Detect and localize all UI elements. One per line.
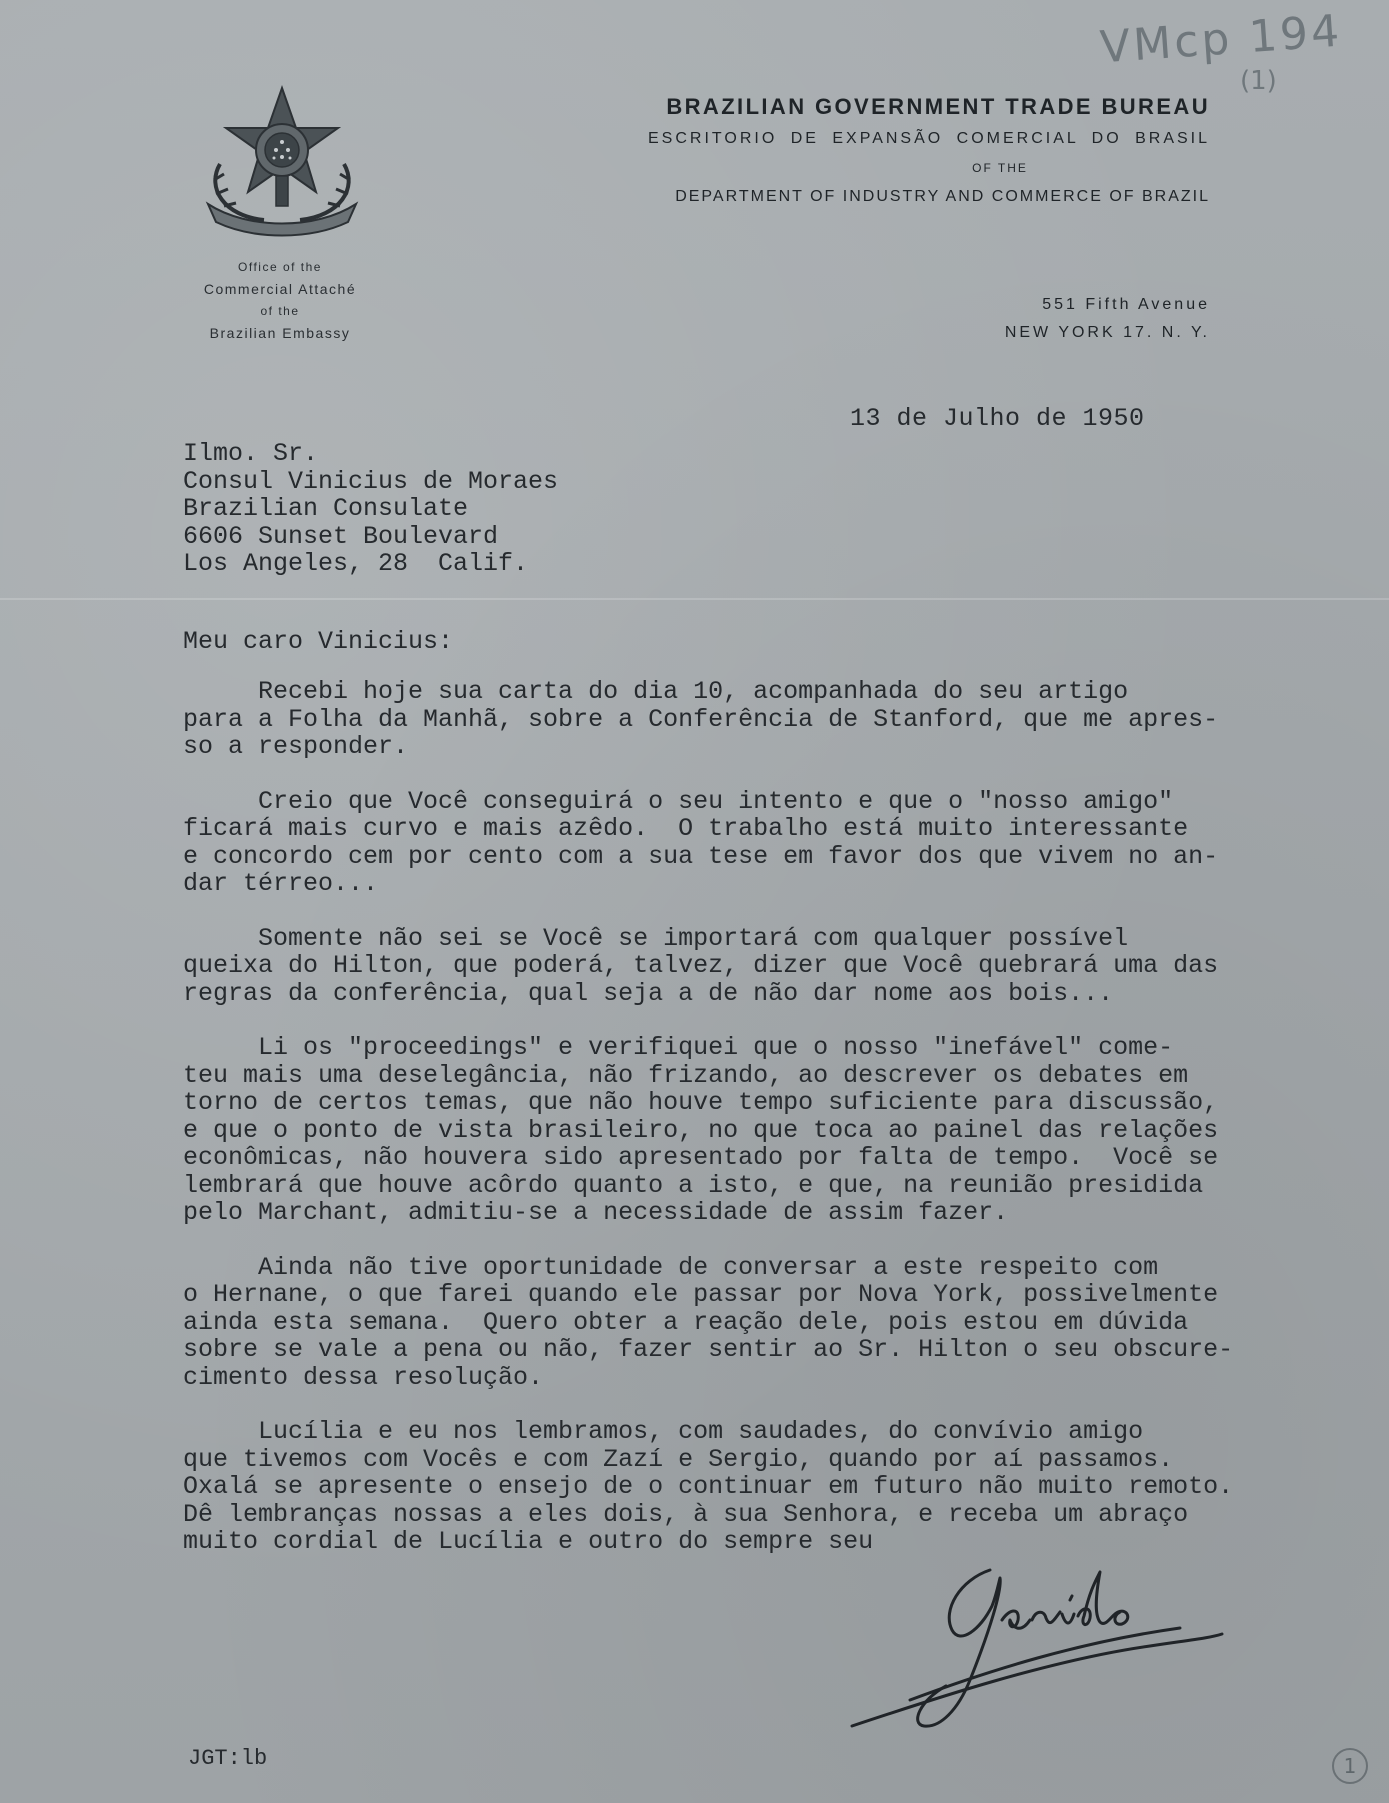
office-line-2: Commercial Attaché <box>203 281 357 297</box>
office-line-1: Office of the <box>238 260 322 274</box>
bureau-address <box>880 291 1210 347</box>
handwritten-signature <box>850 1550 1240 1740</box>
body-line: Oxalá se apresente o ensejo de o continuar em futuro não muito remoto. <box>183 1472 1234 1501</box>
office-line-4: Brazilian Embassy <box>209 325 351 341</box>
brazil-coat-of-arms-seal <box>198 84 366 240</box>
office-heading <box>140 256 420 344</box>
recipient-line: Brazilian Consulate <box>183 494 469 523</box>
page-number: 1 <box>1332 1748 1368 1784</box>
archive-mark-sub: (1) <box>1240 66 1277 96</box>
body-line: e concordo cem por cento com a sua tese em favor dos que vivem no an- <box>183 841 1219 871</box>
body-line: para a Folha da Manhã, sobre a Conferência de Stanford, que me apres- <box>183 704 1219 734</box>
body-line: lembrará que houve acôrdo quanto a isto, e que, na reunião presidida <box>183 1170 1204 1200</box>
address-city: NEW YORK 17. N. Y. <box>1004 324 1210 341</box>
body-line: econômicas, não houvera sido apresentado por falta de tempo. Você se <box>183 1143 1219 1172</box>
recipient-line: Los Angeles, 28 Calif. <box>183 549 529 578</box>
body-line: e que o ponto de vista brasileiro, no que toca ao painel das relações <box>183 1115 1219 1145</box>
recipient-line: Ilmo. Sr. <box>183 439 319 468</box>
paragraph <box>183 1254 1343 1392</box>
body-line: sobre se vale a pena ou não, fazer sentir ao Sr. Hilton o seu obscure- <box>183 1335 1234 1364</box>
body-line: Dê lembranças nossas a eles dois, à sua Senhora, e receba um abraço <box>183 1499 1189 1529</box>
paper-fold <box>0 598 1389 600</box>
body-line: ainda esta semana. Quero obter a reação dele, pois estou em dúvida <box>183 1307 1189 1337</box>
salutation: Meu caro Vinicius: <box>183 627 454 656</box>
paragraph <box>183 788 1343 898</box>
address-street: 551 Fifth Avenue <box>1042 296 1210 313</box>
body-line: teu mais uma deselegância, não frizando, ao descrever os debates em <box>183 1060 1189 1090</box>
recipient-line: Consul Vinicius de Moraes <box>183 466 559 496</box>
body-line: Creio que Você conseguirá o seu intento e que o "nosso amigo" <box>183 786 1174 816</box>
paragraph <box>183 1034 1343 1227</box>
recipient-line: 6606 Sunset Boulevard <box>183 521 499 551</box>
body-line: dar térreo... <box>183 869 379 898</box>
typist-initials: JGT:lb <box>188 1746 268 1771</box>
archive-mark: VMcp 194 <box>1098 5 1344 74</box>
bureau-of-the: OF THE <box>972 161 1028 175</box>
body-line: Li os "proceedings" e verifiquei que o nosso "inefável" come- <box>183 1033 1174 1062</box>
body-line: cimento dessa resolução. <box>183 1362 544 1392</box>
body-line: Somente não sei se Você se importará com qualquer possível <box>183 923 1129 953</box>
body-line: Lucília e eu nos lembramos, com saudades, do convívio amigo <box>183 1417 1144 1446</box>
letter-date: 13 de Julho de 1950 <box>850 404 1145 433</box>
body-line: queixa do Hilton, que poderá, talvez, dizer que Você quebrará uma das <box>183 951 1219 980</box>
recipient-block <box>183 440 558 578</box>
office-line-3: of the <box>260 304 300 318</box>
body-line: torno de certos temas, que não houve tempo suficiente para discussão, <box>183 1088 1219 1117</box>
paragraph <box>183 1418 1343 1556</box>
body-line: Recebi hoje sua carta do dia 10, acompanhada do seu artigo <box>183 677 1129 706</box>
body-line: o Hernane, o que farei quando ele passar por Nova York, possivelmente <box>183 1280 1219 1309</box>
body-line: pelo Marchant, admitiu-se a necessidade de assim fazer. <box>183 1198 1009 1227</box>
body-line: que tivemos com Vocês e com Zazí e Sergio, quando por aí passamos. <box>183 1444 1174 1474</box>
bureau-department: DEPARTMENT OF INDUSTRY AND COMMERCE OF BRAZIL <box>675 188 1210 205</box>
body-line: Ainda não tive oportunidade de conversar a este respeito com <box>183 1252 1159 1282</box>
bureau-heading <box>560 92 1210 214</box>
bureau-name: BRAZILIAN GOVERNMENT TRADE BUREAU <box>666 94 1210 119</box>
paragraph <box>183 925 1343 1008</box>
body-line: so a responder. <box>183 732 409 761</box>
body-line: ficará mais curvo e mais azêdo. O trabalho está muito interessante <box>183 814 1189 843</box>
letter-body <box>183 678 1343 1583</box>
paragraph <box>183 678 1343 761</box>
body-line: muito cordial de Lucília e outro do sempre seu <box>183 1527 874 1556</box>
body-line: regras da conferência, qual seja a de não dar nome aos bois... <box>183 978 1114 1008</box>
bureau-name-portuguese: ESCRITORIO DE EXPANSÃO COMERCIAL DO BRASIL <box>647 130 1210 147</box>
